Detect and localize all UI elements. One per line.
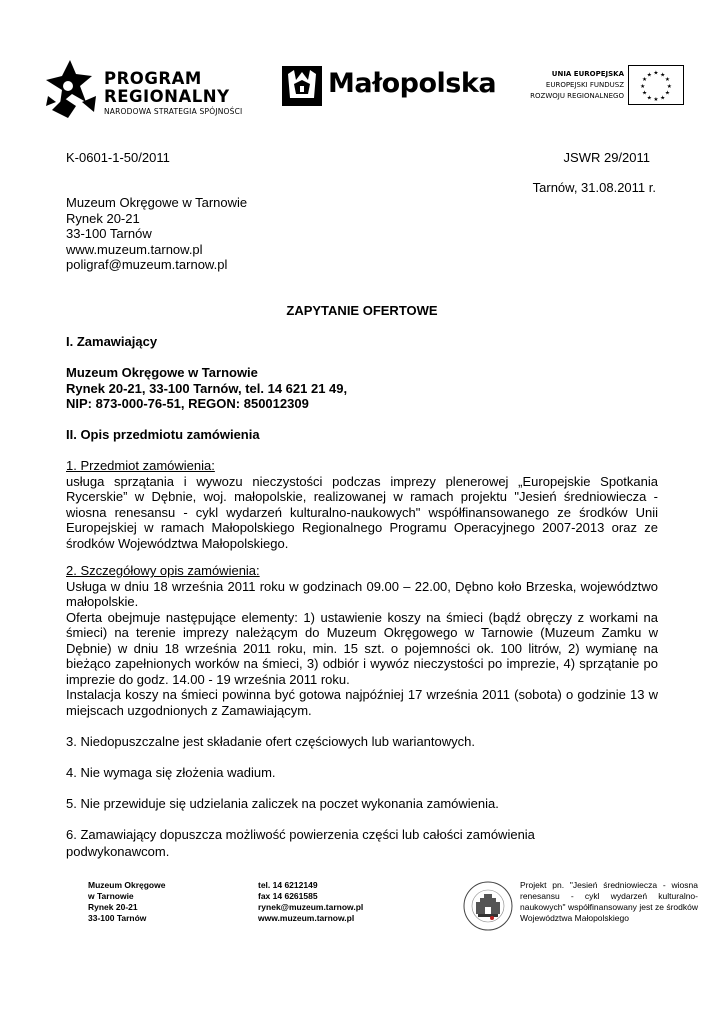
sender-street: Rynek 20-21	[66, 210, 140, 226]
malopolska-emblem-icon	[282, 66, 322, 106]
orderer-ids: NIP: 873-000-76-51, REGON: 850012309	[66, 396, 309, 412]
malopolska-label: Małopolska	[328, 68, 497, 99]
point-1-text: usługa sprzątania i wywozu nieczystości podczas imprezy plenerowej „Europejskie Spotkania Rycerskie” w Dębnie, woj. małopolskie, realizowanej w ramach projektu "Jesień średniowiecza - wiosna renesansu - cykl wydarzeń kulturalno-naukowych" współfinansowanego ze środków Unii Europejskiej w ramach Małopolskiego Regionalnego Programu Operacyjnego 2007-2013 oraz ze środków Województwa Małopolskiego.	[66, 473, 658, 551]
svg-text:★: ★	[642, 77, 648, 84]
malopolska-logo	[282, 66, 497, 108]
footer-email: rynek@muzeum.tarnow.pl	[258, 902, 364, 912]
footer-fax: fax 14 6261585	[258, 891, 318, 901]
svg-text:★: ★	[664, 90, 670, 97]
footer-org-name: Muzeum Okręgowe	[88, 880, 166, 890]
point-2-heading: 2. Szczegółowy opis zamówienia:	[66, 563, 260, 578]
svg-text:★: ★	[640, 83, 646, 90]
svg-text:★: ★	[660, 95, 666, 102]
sender-address	[66, 195, 247, 273]
eu-label: UNIA EUROPEJSKA	[551, 70, 624, 78]
footer-street: Rynek 20-21	[88, 902, 138, 912]
point-1-heading: 1. Przedmiot zamówienia:	[66, 458, 215, 473]
orderer-name: Muzeum Okręgowe w Tarnowie	[66, 365, 258, 380]
sender-city: 33-100 Tarnów	[66, 226, 152, 242]
eu-fund-label: EUROPEJSKI FUNDUSZ	[545, 81, 624, 89]
point-4: 4. Nie wymaga się złożenia wadium.	[66, 765, 276, 780]
letter-date: Tarnów, 31.08.2011 r.	[532, 180, 656, 195]
svg-text:★: ★	[666, 83, 672, 90]
sender-name: Muzeum Okręgowe w Tarnowie	[66, 195, 248, 210]
program-label: PROGRAM	[104, 69, 202, 88]
footer-phone: tel. 14 6212149	[258, 880, 318, 890]
jswr-number: JSWR 29/2011	[563, 150, 650, 165]
orderer-address: Rynek 20-21, 33-100 Tarnów, tel. 14 621 21 49,	[66, 380, 348, 396]
footer-website: www.muzeum.tarnow.pl	[258, 913, 355, 923]
document-title: ZAPYTANIE OFERTOWE	[286, 303, 438, 318]
museum-seal-icon	[462, 880, 514, 932]
section-2-heading: II. Opis przedmiotu zamówienia	[66, 427, 260, 442]
svg-text:★: ★	[646, 72, 652, 79]
point-3: 3. Niedopuszczalne jest składanie ofert częściowych lub wariantowych.	[66, 734, 475, 749]
point-2-text-b: Oferta obejmuje następujące elementy: 1) ustawienie koszy na śmieci (bądź obręczy z workami na śmieci) na terenie imprezy należącym do Muzeum Okręgowego w Tarnowie (Muzeum Zamku w Dębnie) w dniu 18 września 2011 roku, min. 15 szt. o pojemności ok. 100 litrów, 2) wymianę na bieżąco zapełnionych worków na śmieci, 3) odbiór i wywóz nieczystości po imprezie, 4) sprzątanie po imprezie do godz. 14.00 - 19 września 2011 roku.	[66, 609, 658, 687]
point-6: 6. Zamawiający dopuszcza możliwość powierzenia części lub całości zamówienia podwykonawcom.	[66, 827, 535, 859]
point-2	[66, 563, 658, 718]
program-regionalny-star-icon	[42, 56, 102, 122]
footer-project-note: Projekt pn. "Jesień średniowiecza - wiosna renesansu - cykl wydarzeń kulturalno-naukowych" współfinansowany jest ze środków Województwa Małopolskiego	[520, 880, 698, 923]
svg-text:★: ★	[664, 77, 670, 84]
footer-city: 33-100 Tarnów	[88, 913, 147, 923]
sender-website: www.muzeum.tarnow.pl	[66, 241, 203, 257]
point-2-text-a: Usługa w dniu 18 września 2011 roku w godzinach 09.00 – 22.00, Dębno koło Brzeska, województwo małopolskie.	[66, 578, 658, 609]
svg-text:★: ★	[660, 72, 666, 79]
reference-number: K-0601-1-50/2011	[66, 150, 170, 165]
section-1-details	[66, 365, 347, 412]
regionalny-label: REGIONALNY	[104, 87, 230, 106]
eu-logo	[508, 65, 684, 109]
strategy-label: NARODOWA STRATEGIA SPÓJNOŚCI	[104, 107, 243, 116]
svg-text:★: ★	[642, 90, 648, 97]
program-regionalny-logo	[42, 56, 262, 122]
point-2-text-c: Instalacja koszy na śmieci powinna być gotowa najpóźniej 17 września 2011 (sobota) o godzinie 13 w miejscach uzgodnionych z Zamawiającym.	[66, 687, 658, 718]
footer-address	[88, 880, 165, 924]
point-1	[66, 458, 658, 551]
svg-text:★: ★	[646, 95, 652, 102]
footer-org-name-2: w Tarnowie	[88, 891, 134, 901]
footer-contacts	[258, 880, 363, 924]
section-1-heading: I. Zamawiający	[66, 334, 158, 349]
eu-regional-label: ROZWOJU REGIONALNEGO	[530, 92, 624, 100]
eu-flag-icon	[628, 65, 684, 105]
svg-text:★: ★	[653, 70, 659, 77]
point-5: 5. Nie przewiduje się udzielania zaliczek na poczet wykonania zamówienia.	[66, 796, 499, 811]
svg-text:★: ★	[653, 97, 659, 104]
sender-email: poligraf@muzeum.tarnow.pl	[66, 257, 228, 273]
